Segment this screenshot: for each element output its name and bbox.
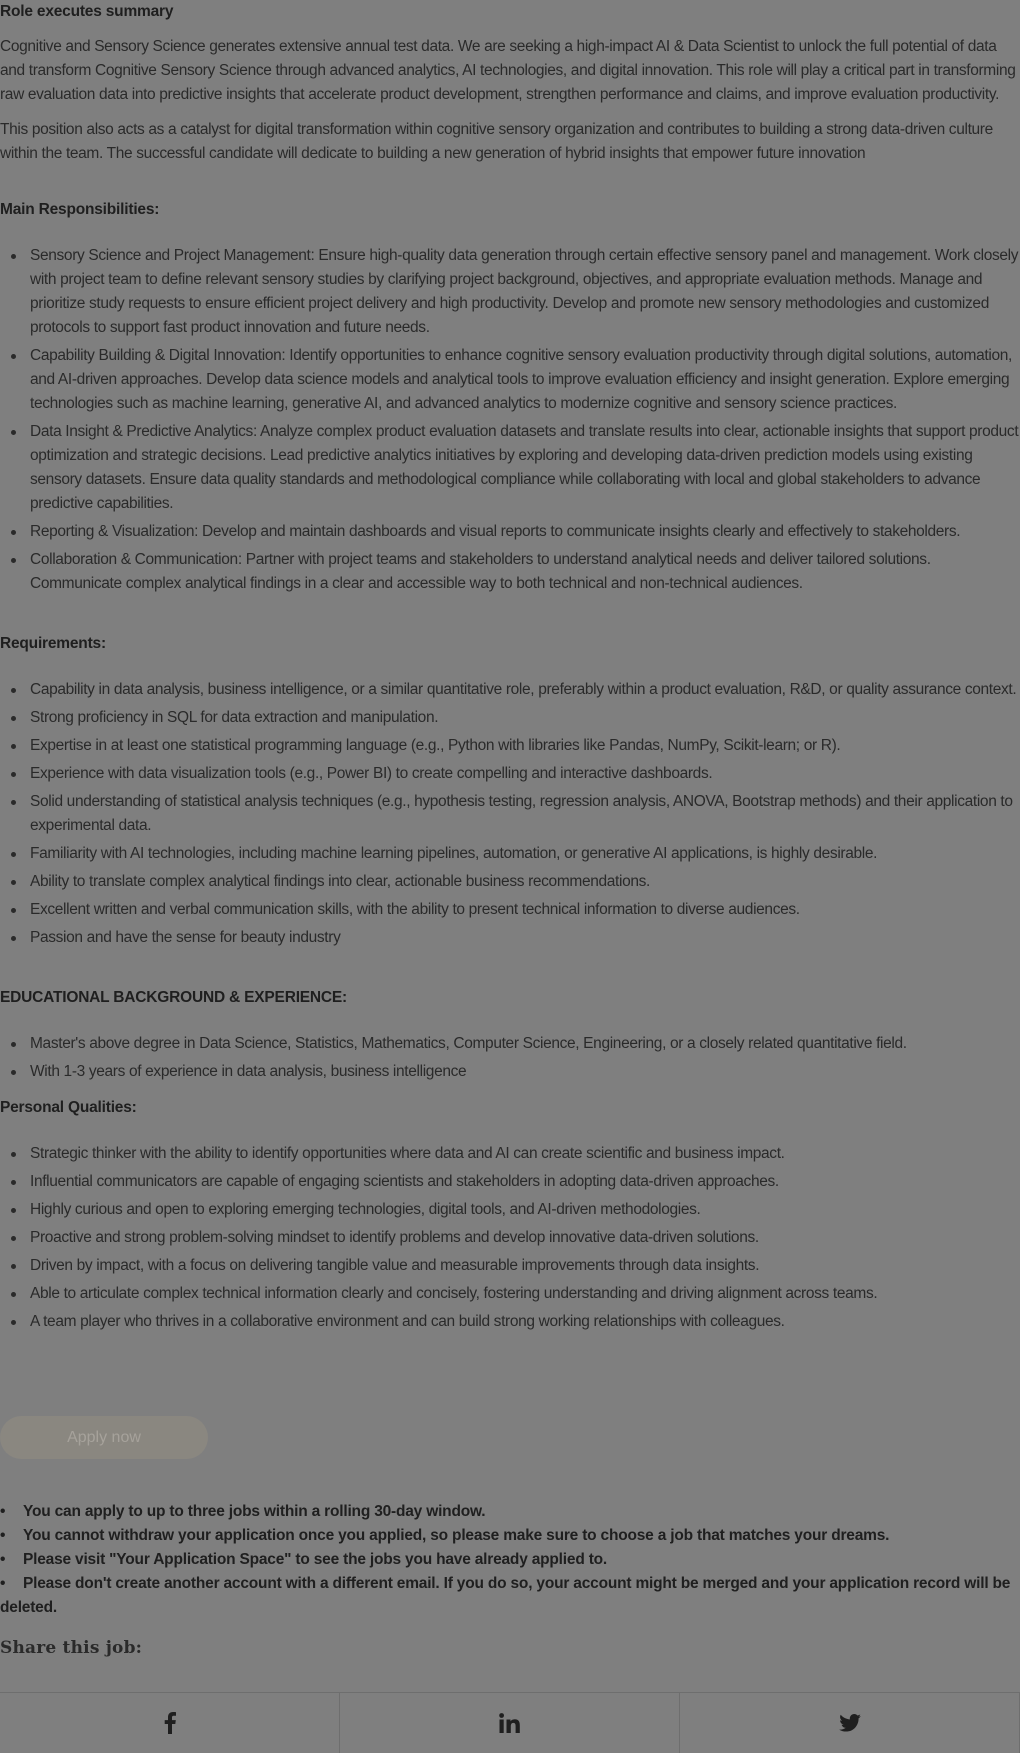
role-summary-heading: Role executes summary: [0, 3, 174, 20]
list-item: Ability to translate complex analytical findings into clear, actionable business recommendations.: [30, 870, 1020, 894]
list-item: Data Insight & Predictive Analytics: Analyze complex product evaluation datasets and translate results into clear, actionable insights that support product optimization and strategic decisions. Lead predictive analytics initiatives by exploring and developing data-driven prediction models using existing sensory datasets. Ensure data quality standards and methodological compliance while collaborating with local and global stakeholders to advance predictive capabilities.: [30, 420, 1020, 516]
list-item: Able to articulate complex technical information clearly and concisely, fostering understanding and driving alignment across teams.: [30, 1282, 1020, 1306]
qualities-list: [0, 1142, 1020, 1334]
list-item: Strategic thinker with the ability to identify opportunities where data and AI can create scientific and business impact.: [30, 1142, 1020, 1166]
list-item: Influential communicators are capable of engaging scientists and stakeholders in adopting data-driven approaches.: [30, 1170, 1020, 1194]
list-item: Expertise in at least one statistical programming language (e.g., Python with libraries like Pandas, NumPy, Scikit-learn; or R).: [30, 734, 1020, 758]
qualities-section: [0, 1096, 1020, 1334]
list-item: Capability in data analysis, business intelligence, or a similar quantitative role, preferably within a product evaluation, R&D, or quality assurance context.: [30, 678, 1020, 702]
list-item: Strong proficiency in SQL for data extraction and manipulation.: [30, 706, 1020, 730]
role-summary-section: [0, 0, 1020, 166]
application-notes: [0, 1500, 1020, 1620]
education-list: [0, 1032, 1020, 1084]
responsibilities-list: [0, 244, 1020, 596]
list-item: Familiarity with AI technologies, including machine learning pipelines, automation, or generative AI applications, is highly desirable.: [30, 842, 1020, 866]
list-item: Proactive and strong problem-solving mindset to identify problems and develop innovative data-driven solutions.: [30, 1226, 1020, 1250]
share-twitter-button[interactable]: [679, 1693, 1020, 1753]
note-item: • You cannot withdraw your application once you applied, so please make sure to choose a job that matches your dreams.: [0, 1527, 890, 1544]
education-heading: EDUCATIONAL BACKGROUND & EXPERIENCE:: [0, 989, 348, 1006]
list-item: Highly curious and open to exploring emerging technologies, digital tools, and AI-driven methodologies.: [30, 1198, 1020, 1222]
list-item: Experience with data visualization tools (e.g., Power BI) to create compelling and interactive dashboards.: [30, 762, 1020, 786]
social-share-bar: [0, 1692, 1020, 1753]
responsibilities-heading: Main Responsibilities:: [0, 201, 160, 218]
list-item: With 1-3 years of experience in data analysis, business intelligence: [30, 1060, 1020, 1084]
list-item: Solid understanding of statistical analysis techniques (e.g., hypothesis testing, regression analysis, ANOVA, Bootstrap methods) and their application to experimental data.: [30, 790, 1020, 838]
responsibilities-section: [0, 198, 1020, 596]
share-label: Share this job:: [0, 1638, 143, 1658]
qualities-heading: Personal Qualities:: [0, 1099, 137, 1116]
note-item: • Please visit "Your Application Space" to see the jobs you have already applied to.: [0, 1551, 608, 1568]
requirements-section: [0, 632, 1020, 950]
list-item: Reporting & Visualization: Develop and maintain dashboards and visual reports to communicate insights clearly and effectively to stakeholders.: [30, 520, 1020, 544]
list-item: Sensory Science and Project Management: Ensure high-quality data generation through certain effective sensory panel and management. Work closely with project team to define relevant sensory studies by clarifying project background, objectives, and appropriate evaluation methods. Manage and prioritize study requests to ensure efficient project delivery and high productivity. Develop and promote new sensory methodologies and customized protocols to support fast product innovation and future needs.: [30, 244, 1020, 340]
list-item: A team player who thrives in a collaborative environment and can build strong working relationships with colleagues.: [30, 1310, 1020, 1334]
education-section: [0, 986, 1020, 1084]
role-summary-paragraph-1: Cognitive and Sensory Science generates extensive annual test data. We are seeking a high-impact AI & Data Scientist to unlock the full potential of data and transform Cognitive Sensory Science through advanced analytics, AI technologies, and digital innovation. This role will play a critical part in transforming raw evaluation data into predictive insights that accelerate product development, strengthen performance and claims, and improve evaluation productivity.: [0, 38, 1016, 103]
list-item: Driven by impact, with a focus on delivering tangible value and measurable improvements through data insights.: [30, 1254, 1020, 1278]
role-summary-paragraph-2: This position also acts as a catalyst for digital transformation within cognitive sensory organization and contributes to building a strong data-driven culture within the team. The successful candidate will dedicate to building a new generation of hybrid insights that empower future innovation: [0, 121, 993, 162]
requirements-heading: Requirements:: [0, 635, 106, 652]
list-item: Collaboration & Communication: Partner with project teams and stakeholders to understand analytical needs and deliver tailored solutions. Communicate complex analytical findings in a clear and accessible way to both technical and non-technical audiences.: [30, 548, 1020, 596]
twitter-icon: [839, 1714, 861, 1732]
list-item: Passion and have the sense for beauty industry: [30, 926, 1020, 950]
note-item: • You can apply to up to three jobs within a rolling 30-day window.: [0, 1503, 486, 1520]
linkedin-icon: [499, 1713, 521, 1733]
note-item: • Please don't create another account with a different email. If you do so, your account might be merged and your application record will be deleted.: [0, 1575, 1011, 1616]
share-linkedin-button[interactable]: [339, 1693, 680, 1753]
list-item: Master's above degree in Data Science, Statistics, Mathematics, Computer Science, Engineering, or a closely related quantitative field.: [30, 1032, 1020, 1056]
share-facebook-button[interactable]: [0, 1693, 340, 1753]
list-item: Excellent written and verbal communication skills, with the ability to present technical information to diverse audiences.: [30, 898, 1020, 922]
list-item: Capability Building & Digital Innovation: Identify opportunities to enhance cognitive sensory evaluation productivity through digital solutions, automation, and AI-driven approaches. Develop data science models and analytical tools to improve evaluation efficiency and insight generation. Explore emerging technologies such as machine learning, generative AI, and advanced analytics to modernize cognitive and sensory science practices.: [30, 344, 1020, 416]
apply-now-button[interactable]: Apply now: [0, 1416, 208, 1459]
requirements-list: [0, 678, 1020, 950]
facebook-icon: [164, 1712, 176, 1734]
